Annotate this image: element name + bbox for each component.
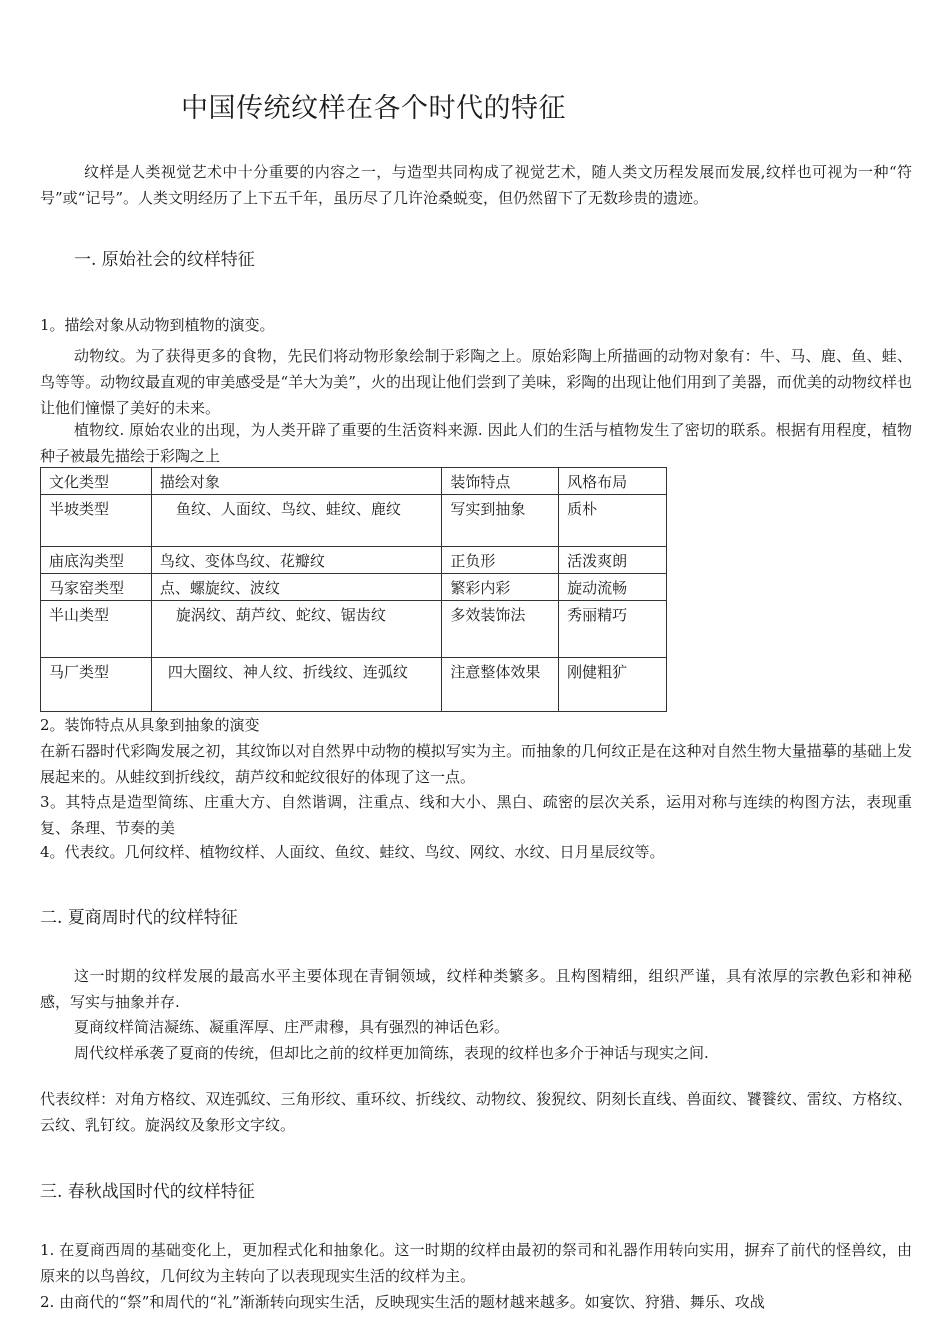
table-cell: 鸟纹、变体鸟纹、花瓣纹: [151, 547, 442, 574]
section3-item1: 1. 在夏商西周的基础变化上，更加程式化和抽象化。这一时期的纹样由最初的祭司和礼器作用转向实用，摒弃了前代的怪兽纹，由原来的以鸟兽纹，几何纹为主转向了以表现现实生活的纹样为主。: [40, 1241, 912, 1285]
section2-paragraph3: 周代纹样承袭了夏商的传统，但却比之前的纹样更加简练，表现的纹样也多介于神话与现实之间.: [74, 1044, 709, 1062]
table-cell: 旋涡纹、葫芦纹、蛇纹、锯齿纹: [151, 601, 442, 658]
table-header-cell: 描绘对象: [151, 468, 442, 495]
table-cell: 秀丽精巧: [559, 601, 667, 658]
table-cell: 马厂类型: [41, 658, 152, 712]
table-cell: 马家窑类型: [41, 574, 152, 601]
table-cell: 注意整体效果: [442, 658, 559, 712]
table-cell: 鱼纹、人面纹、鸟纹、蛙纹、鹿纹: [151, 495, 442, 547]
table-cell: 正负形: [442, 547, 559, 574]
section1-item3: 3。其特点是造型简练、庄重大方、自然谐调，注重点、线和大小、黑白、疏密的层次关系，运用对称与连续的构图方法，表现重复、条理、节奏的美: [40, 793, 912, 837]
plant-pattern-paragraph: 植物纹. 原始农业的出现，为人类开辟了重要的生活资料来源. 因此人们的生活与植物发生了密切的联系。根据有用程度，植物种子被最先描绘于彩陶之上: [40, 421, 912, 465]
culture-type-table: [40, 467, 667, 712]
table-row: [41, 658, 667, 712]
table-cell: 刚健粗犷: [559, 658, 667, 712]
section2-representative-patterns: 代表纹样：对角方格纹、双连弧纹、三角形纹、重环纹、折线纹、动物纹、狻猊纹、阴刻长直线、兽面纹、饕餮纹、雷纹、方格纹、云纹、乳钉纹。旋涡纹及象形文字纹。: [40, 1090, 912, 1134]
table-cell: 四大圈纹、神人纹、折线纹、连弧纹: [151, 658, 442, 712]
table-cell: 旋动流畅: [559, 574, 667, 601]
intro-paragraph: 纹样是人类视觉艺术中十分重要的内容之一，与造型共同构成了视觉艺术，随人类文历程发展而发展,纹样也可视为一种“符号”或“记号”。人类文明经历了上下五千年，虽历尽了几许沧桑蜕变，但仍然留下了无数珍贵的遗迹。: [40, 163, 912, 207]
table-cell: 点、螺旋纹、波纹: [151, 574, 442, 601]
section2-heading: 二. 夏商周时代的纹样特征: [40, 908, 238, 928]
section1-item2: 2。装饰特点从具象到抽象的演变: [40, 716, 260, 734]
section3-item2: 2. 由商代的“祭”和周代的“礼”渐渐转向现实生活，反映现实生活的题材越来越多。如宴饮、狩猎、舞乐、攻战: [40, 1293, 765, 1311]
section1-item1: 1。描绘对象从动物到植物的演变。: [40, 316, 275, 334]
abstraction-paragraph: 在新石器时代彩陶发展之初，其纹饰以对自然界中动物的模拟写实为主。而抽象的几何纹正是在这种对自然生物大量描摹的基础上发展起来的。从蛙纹到折线纹，葫芦纹和蛇纹很好的体现了这一点。: [40, 742, 912, 786]
table-header-cell: 装饰特点: [442, 468, 559, 495]
table-header-cell: 风格布局: [559, 468, 667, 495]
section3-heading: 三. 春秋战国时代的纹样特征: [40, 1182, 255, 1202]
table-cell: 写实到抽象: [442, 495, 559, 547]
table-header-cell: 文化类型: [41, 468, 152, 495]
section1-item4: 4。代表纹。几何纹样、植物纹样、人面纹、鱼纹、蛙纹、鸟纹、网纹、水纹、日月星辰纹等。: [40, 843, 665, 861]
table-row: [41, 547, 667, 574]
table-row: [41, 574, 667, 601]
table-cell: 庙底沟类型: [41, 547, 152, 574]
table-cell: 繁彩内彩: [442, 574, 559, 601]
page-title: 中国传统纹样在各个时代的特征: [181, 93, 566, 124]
table-cell: 半坡类型: [41, 495, 152, 547]
section2-paragraph1: 这一时期的纹样发展的最高水平主要体现在青铜领域，纹样种类繁多。且构图精细，组织严谨，具有浓厚的宗教色彩和神秘感，写实与抽象并存.: [40, 967, 912, 1011]
table-cell: 活泼爽朗: [559, 547, 667, 574]
section1-heading: 一. 原始社会的纹样特征: [74, 250, 255, 270]
table-cell: 半山类型: [41, 601, 152, 658]
section2-paragraph2: 夏商纹样简洁凝练、凝重浑厚、庄严肃穆，具有强烈的神话色彩。: [74, 1018, 510, 1036]
table-cell: 多效装饰法: [442, 601, 559, 658]
table-header-row: [41, 468, 667, 495]
table-cell: 质朴: [559, 495, 667, 547]
animal-pattern-paragraph: 动物纹。为了获得更多的食物，先民们将动物形象绘制于彩陶之上。原始彩陶上所描画的动物对象有：牛、马、鹿、鱼、蛙、鸟等等。动物纹最直观的审美感受是“羊大为美”，火的出现让他们尝到了美味，彩陶的出现让他们用到了美器，而优美的动物纹样也让他们憧憬了美好的未来。: [40, 347, 912, 417]
table-row: [41, 601, 667, 658]
table-row: [41, 495, 667, 547]
